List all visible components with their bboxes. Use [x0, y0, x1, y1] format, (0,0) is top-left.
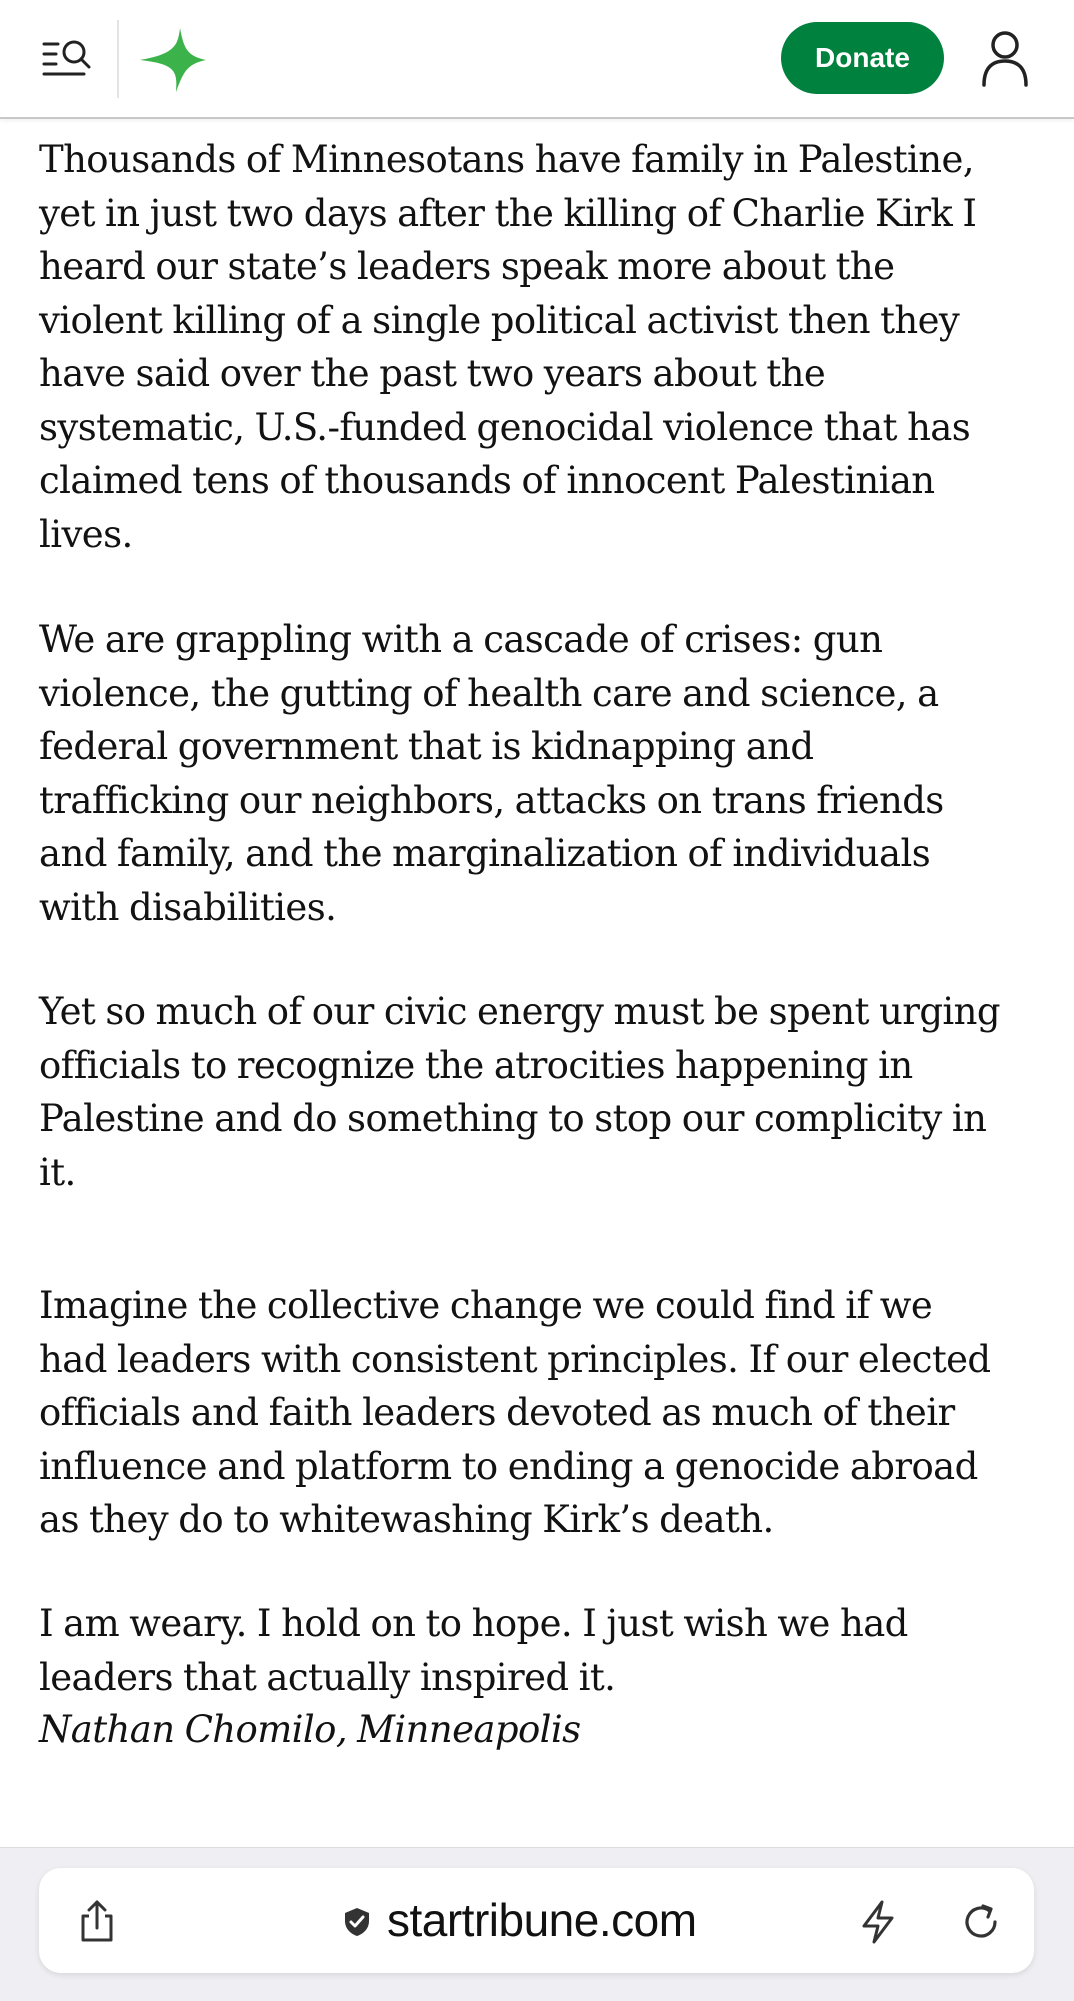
address-bar[interactable] [39, 1868, 1034, 1973]
url-text[interactable]: startribune.com [387, 1894, 697, 1946]
menu-search-icon[interactable] [36, 34, 96, 82]
article-paragraph: Imagine the collective change we could find if we had leaders with consistent principles. If our elected officials and faith leaders devoted as much of their influence and platform to ending a genocide abroad as they do to whitewashing Kirk’s death. [39, 1284, 991, 1541]
article-paragraph: We are grappling with a cascade of crises: gun violence, the gutting of health care and science, a federal government that is kidnapping and trafficking our neighbors, attacks on trans friends and family, and the marginalization of individuals with disabilities. [39, 618, 944, 929]
donate-button[interactable]: Donate [781, 22, 944, 94]
star-tribune-logo-icon[interactable] [136, 24, 208, 96]
lightning-icon[interactable] [854, 1898, 902, 1946]
browser-toolbar [0, 1847, 1074, 2001]
article-paragraph: Yet so much of our civic energy must be spent urging officials to recognize the atrocities happening in Palestine and do something to stop our complicity in it. [39, 990, 1000, 1194]
shield-icon [342, 1906, 372, 1938]
article-paragraph: I am weary. I hold on to hope. I just wish we had leaders that actually inspired it. [39, 1602, 908, 1699]
site-header [0, 0, 1074, 119]
share-icon[interactable] [73, 1898, 121, 1946]
header-divider [117, 20, 119, 98]
account-icon[interactable] [978, 28, 1032, 88]
reload-icon[interactable] [957, 1898, 1005, 1946]
author-signature: Nathan Chomilo, Minneapolis [39, 1708, 581, 1751]
article-paragraph: Thousands of Minnesotans have family in Palestine, yet in just two days after the killing of Charlie Kirk I heard our state’s leaders speak more about the violent killing of a single political activist then they have said over the past two years about the systematic, U.S.-funded genocidal violence that has claimed tens of thousands of innocent Palestinian lives. [39, 138, 977, 556]
